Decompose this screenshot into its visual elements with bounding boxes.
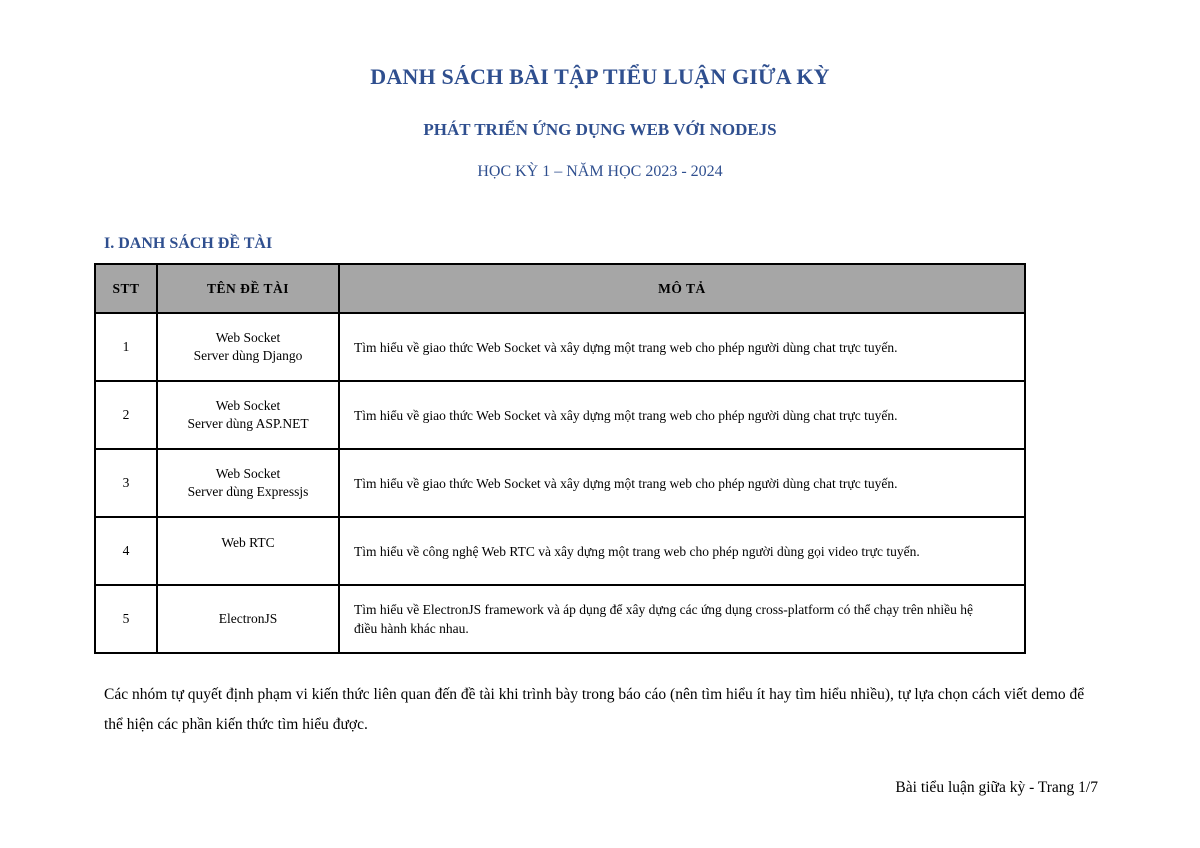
description-text: Tìm hiểu về ElectronJS framework và áp dụng để xây dựng các ứng dụng cross-platform có thể chạy trên nhiều hệ điều hành khác nhau. — [354, 602, 973, 636]
header-topic-name: TÊN ĐỀ TÀI — [157, 264, 339, 313]
row-description — [339, 585, 1025, 653]
row-topic-name — [157, 313, 339, 381]
topic-name-line: Web Socket — [215, 466, 281, 481]
topic-name-line: Web RTC — [221, 535, 275, 550]
topic-name-line: Server dùng Expressjs — [187, 484, 309, 499]
header-description: MÔ TẢ — [339, 264, 1025, 313]
page-footer: Bài tiểu luận giữa kỳ - Trang 1/7 — [895, 779, 1098, 796]
topic-name-line: Web Socket — [215, 398, 281, 413]
row-stt: 1 — [95, 313, 157, 381]
row-topic-name — [157, 381, 339, 449]
document-term: HỌC KỲ 1 – NĂM HỌC 2023 - 2024 — [477, 163, 723, 180]
row-topic-name — [157, 585, 339, 653]
row-stt: 4 — [95, 517, 157, 585]
row-description — [339, 517, 1025, 585]
description-text: Tìm hiểu về công nghệ Web RTC và xây dựng một trang web cho phép người dùng gọi video trực tuyến. — [354, 543, 920, 559]
section-heading: I. DANH SÁCH ĐỀ TÀI — [104, 235, 273, 252]
table-row — [95, 517, 1025, 585]
description-text: Tìm hiểu về giao thức Web Socket và xây dựng một trang web cho phép người dùng chat trực tuyến. — [354, 407, 898, 423]
instructions-paragraph: Các nhóm tự quyết định phạm vi kiến thức liên quan đến đề tài khi trình bày trong báo cáo (nên tìm hiểu ít hay tìm hiểu nhiều), tự lựa chọn cách viết demo để thể hiện các phần kiến thức tìm hiểu được. — [104, 686, 1085, 733]
table-row — [95, 585, 1025, 653]
row-stt: 2 — [95, 381, 157, 449]
description-text: Tìm hiểu về giao thức Web Socket và xây dựng một trang web cho phép người dùng chat trực tuyến. — [354, 475, 898, 491]
row-description — [339, 381, 1025, 449]
topic-name-line: Server dùng Django — [193, 348, 303, 363]
topic-name-line: Web Socket — [215, 330, 281, 345]
table-header-row — [95, 264, 1025, 313]
document-subtitle: PHÁT TRIỂN ỨNG DỤNG WEB VỚI NODEJS — [423, 120, 777, 139]
header-stt: STT — [95, 264, 157, 313]
row-description — [339, 313, 1025, 381]
row-stt: 5 — [95, 585, 157, 653]
description-text: Tìm hiểu về giao thức Web Socket và xây dựng một trang web cho phép người dùng chat trực tuyến. — [354, 339, 898, 355]
table-row — [95, 381, 1025, 449]
document-title: DANH SÁCH BÀI TẬP TIỂU LUẬN GIỮA KỲ — [370, 64, 830, 89]
topic-name-line: Server dùng ASP.NET — [187, 416, 309, 431]
row-stt: 3 — [95, 449, 157, 517]
row-description — [339, 449, 1025, 517]
row-topic-name — [157, 449, 339, 517]
table-row — [95, 313, 1025, 381]
row-topic-name — [157, 517, 339, 585]
topics-table — [94, 263, 1026, 654]
table-row — [95, 449, 1025, 517]
topic-name-line: ElectronJS — [218, 611, 278, 626]
